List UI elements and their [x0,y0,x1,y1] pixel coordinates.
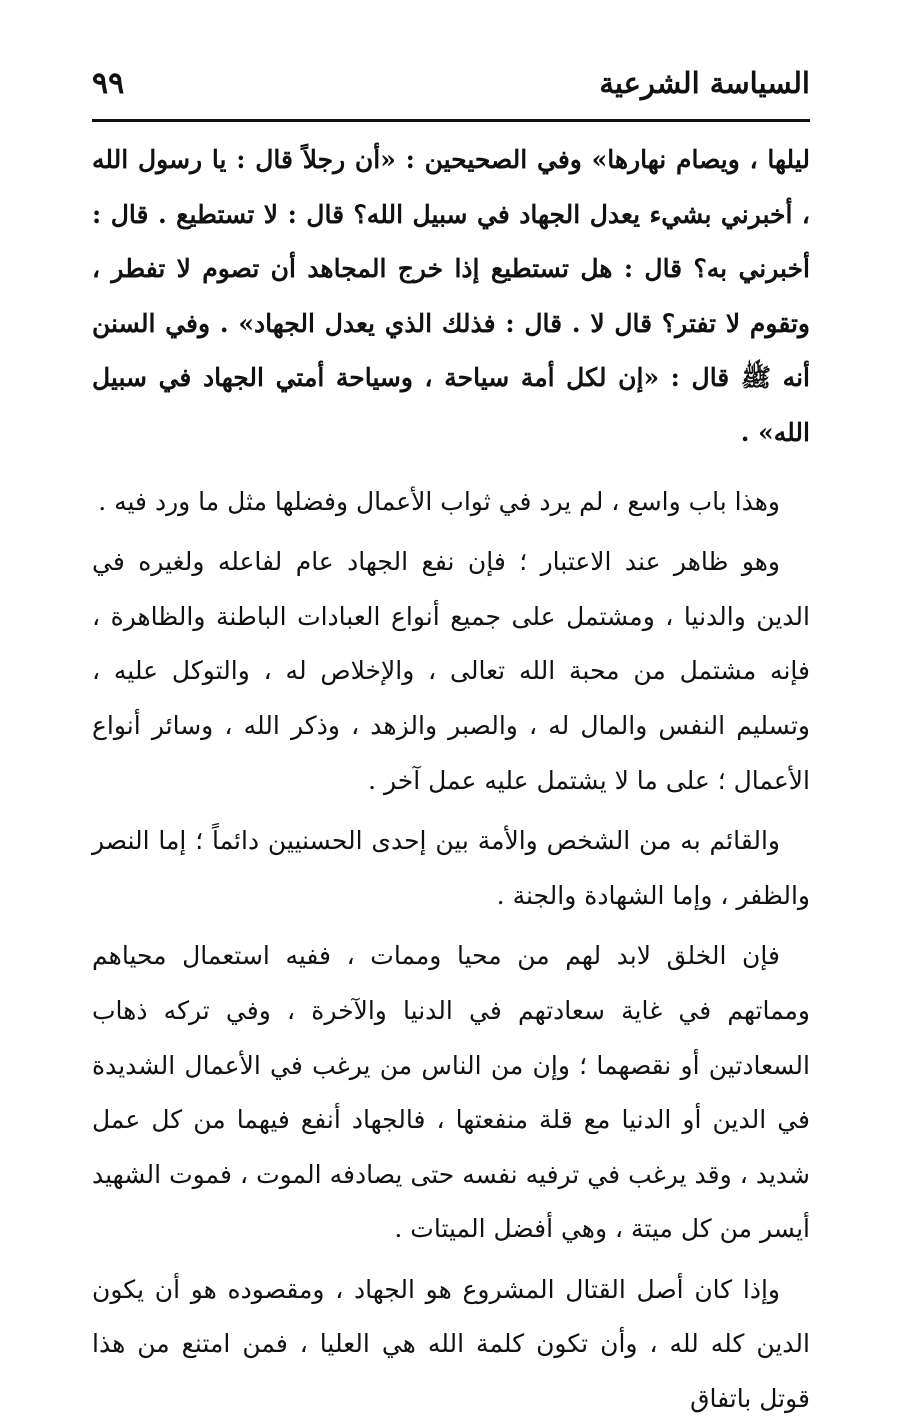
page-header [92,62,810,110]
paragraph-wide-door: وهذا باب واسع ، لم يرد في ثواب الأعمال وفضلها مثل ما ورد فيه . [98,486,780,516]
running-title: السياسة الشرعية [599,66,810,100]
paragraph-two-good-outcomes: والقائم به من الشخص والأمة بين إحدى الحسنيين دائماً ؛ إما النصر والظفر ، وإما الشهادة والجنة . [92,826,810,910]
body-text [92,133,810,1427]
header-rule [92,119,810,122]
paragraph-lawful-fighting: وإذا كان أصل القتال المشروع هو الجهاد ، ومقصوده هو أن يكون الدين كله لله ، وأن تكون كلمة الله هي العليا ، فمن امتنع من هذا قوتل باتفاق [92,1274,810,1414]
paragraph-benefit-of-jihad: وهو ظاهر عند الاعتبار ؛ فإن نفع الجهاد عام لفاعله ولغيره في الدين والدنيا ، ومشتمل على جميع أنواع العبادات الباطنة والظاهرة ، فإنه مشتمل من محبة الله تعالى ، والإخلاص له ، والتوكل عليه ، وتسليم النفس والمال له ، والصبر والزهد ، وذكر الله ، وسائر أنواع الأعمال ؛ على ما لا يشتمل عليه عمل آخر . [92,547,810,795]
paragraph-hadith-quotation: ليلها ، ويصام نهارها» وفي الصحيحين : «أن رجلاً قال : يا رسول الله ، أخبرني بشيء يعدل الجهاد في سبيل الله؟ قال : لا تستطيع . قال : أخبرني به؟ قال : هل تستطيع إذا خرج المجاهد أن تصوم لا تفطر ، وتقوم لا تفتر؟ قال لا . قال : فذلك الذي يعدل الجهاد» . وفي السنن أنه ﷺ قال : «إن لكل أمة سياحة ، وسياحة أمتي الجهاد في سبيل الله» . [92,145,810,447]
paragraph-life-and-death: فإن الخلق لابد لهم من محيا وممات ، ففيه استعمال محياهم ومماتهم في غاية سعادتهم في الدنيا والآخرة ، وفي تركه ذهاب السعادتين أو نقصهما ؛ وإن من الناس من يرغب في الأعمال الشديدة في الدين أو الدنيا مع قلة منفعتها ، فالجهاد أنفع فيهما من كل عمل شديد ، وقد يرغب في ترفيه نفسه حتى يصادفه الموت ، فموت الشهيد أيسر من كل ميتة ، وهي أفضل الميتات . [92,941,810,1244]
page-number: ٩٩ [92,66,125,101]
